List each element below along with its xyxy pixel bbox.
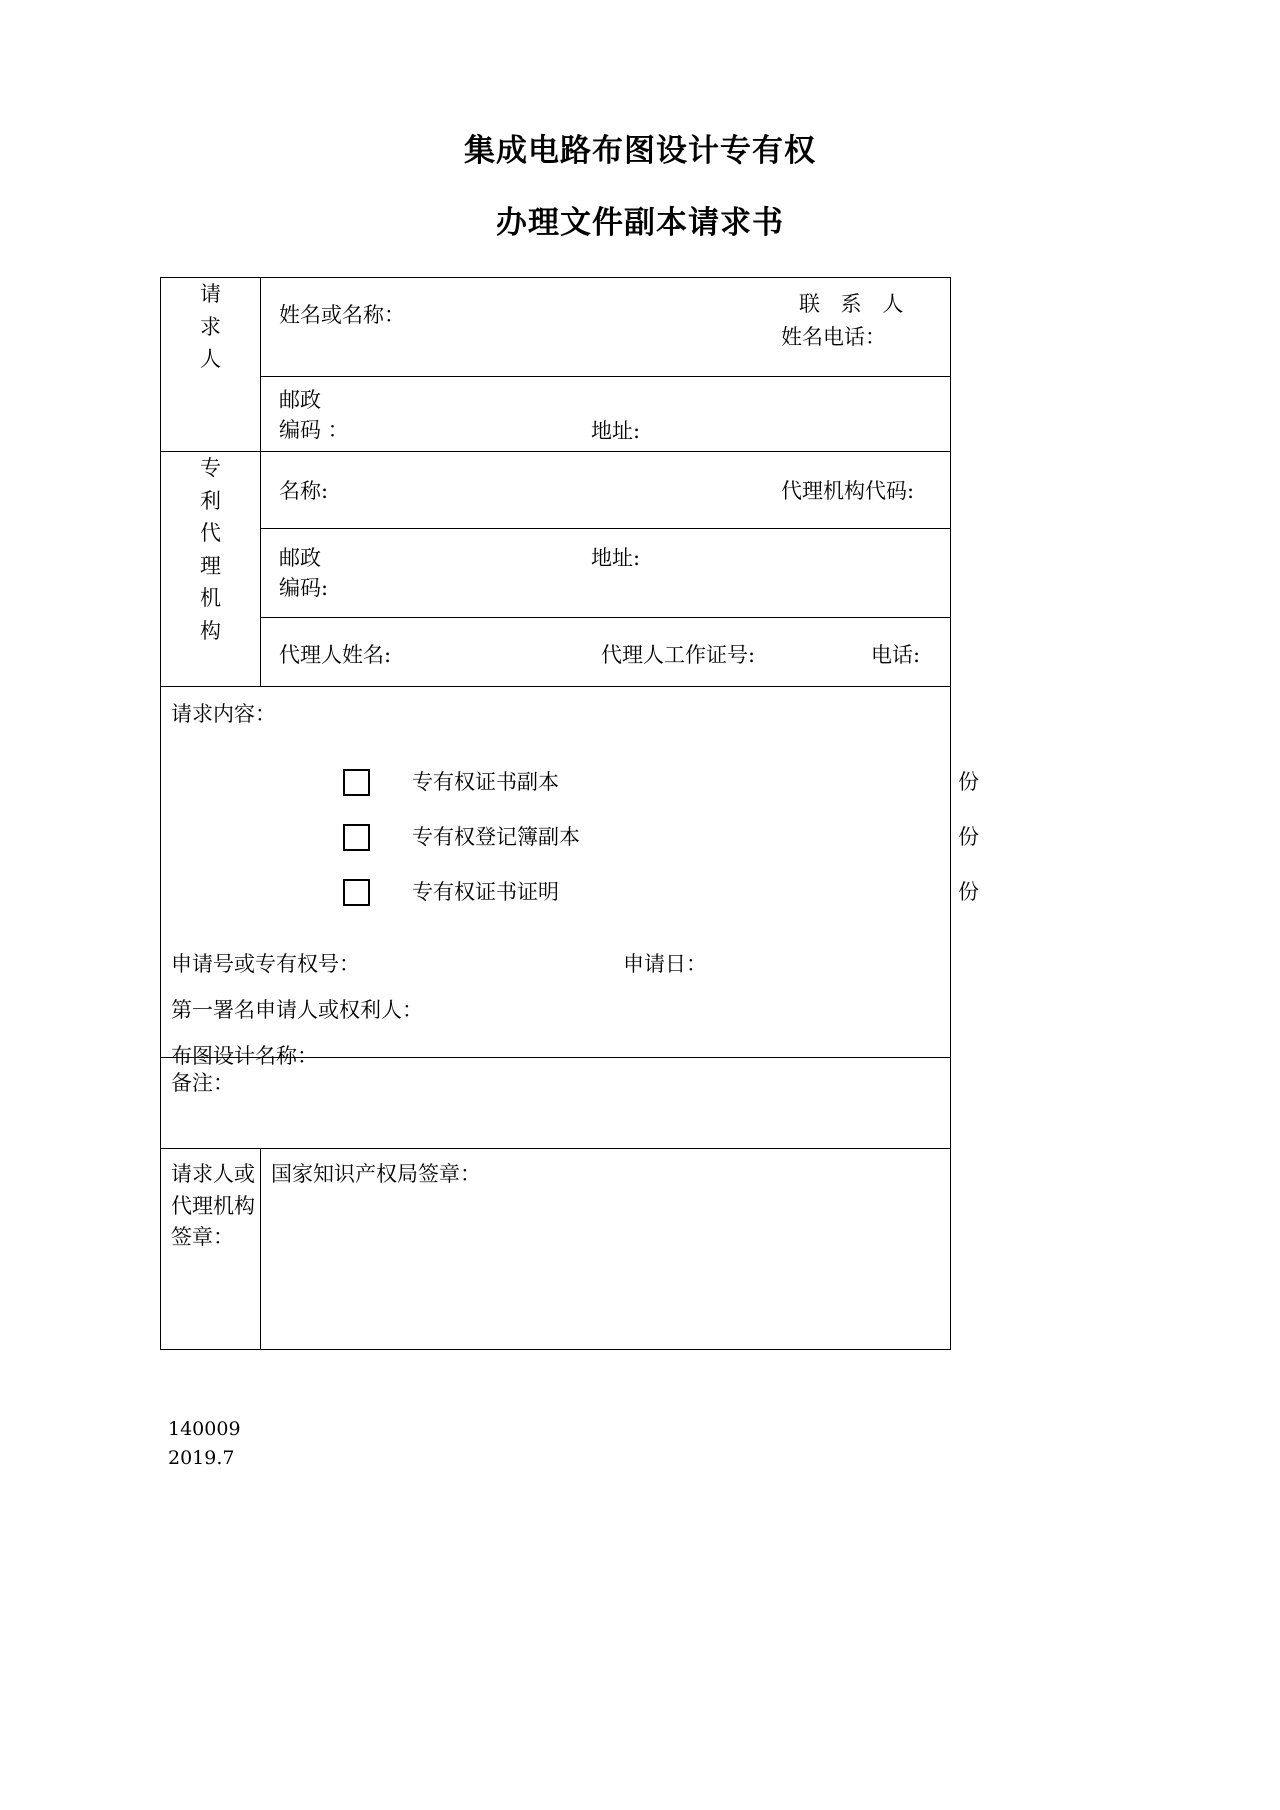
agency-name-label: 名称: <box>279 479 329 503</box>
agency-label-char-1: 专 <box>200 456 221 480</box>
remarks-cell[interactable] <box>161 1058 951 1149</box>
option-row-certificate-proof[interactable] <box>161 865 979 920</box>
agent-phone-label: 电话: <box>871 643 921 667</box>
agency-label-char-5: 机 <box>200 586 221 611</box>
table-row-agency-address <box>161 529 951 618</box>
agency-label-char-6: 构 <box>200 618 221 643</box>
requester-postcode-label-line1: 邮政 <box>279 388 321 412</box>
title-line-2: 办理文件副本请求书 <box>496 204 784 241</box>
application-date-label: 申请日： <box>623 952 707 976</box>
remarks-label: 备注： <box>171 1071 234 1095</box>
option-row-register-copy[interactable] <box>161 810 979 865</box>
page-footer <box>168 1415 241 1474</box>
agent-name-label: 代理人姓名: <box>279 643 392 667</box>
option-row-certificate-copy[interactable] <box>161 755 979 810</box>
table-row-request-content <box>161 687 951 1058</box>
agency-code-label: 代理机构代码: <box>781 479 915 503</box>
form-version-date: 2019.7 <box>168 1447 235 1470</box>
title-line-1: 集成电路布图设计专有权 <box>464 133 816 169</box>
option-unit-certificate-copy: 份 <box>958 769 979 794</box>
checkbox-register-copy[interactable] <box>343 824 370 851</box>
requester-name-cell[interactable] <box>261 278 951 377</box>
form-number: 140009 <box>168 1418 241 1440</box>
checkbox-certificate-proof[interactable] <box>343 879 370 906</box>
table-row-signatures <box>161 1149 951 1350</box>
agency-address-label: 地址: <box>591 546 641 570</box>
layout-design-name-label: 布图设计名称： <box>171 1044 318 1068</box>
agent-info-cell[interactable] <box>261 618 951 687</box>
agent-cert-label: 代理人工作证号: <box>601 643 756 667</box>
agency-address-cell[interactable] <box>261 529 951 618</box>
office-signature-cell[interactable] <box>261 1149 951 1350</box>
requester-signature-cell[interactable] <box>161 1149 261 1350</box>
requester-name-label: 姓名或名称： <box>279 303 405 327</box>
office-signature-label: 国家知识产权局签章： <box>271 1162 481 1186</box>
request-content-options <box>161 755 979 920</box>
requester-label-char-3: 人 <box>200 347 221 372</box>
field-first-applicant-row[interactable] <box>171 995 941 1041</box>
first-applicant-label: 第一署名申请人或权利人： <box>171 998 423 1022</box>
table-row-requester-address <box>161 377 951 452</box>
agency-name-cell[interactable] <box>261 452 951 529</box>
requester-label-char-2: 求 <box>200 314 221 339</box>
requester-address-cell[interactable] <box>261 377 951 452</box>
option-label-certificate-copy: 专有权证书副本 <box>412 769 559 794</box>
agency-vertical-label <box>161 452 261 687</box>
requester-address-label: 地址: <box>591 419 641 443</box>
table-row-agent-info <box>161 618 951 687</box>
option-unit-register-copy: 份 <box>958 824 979 849</box>
table-row-agency-name <box>161 452 951 529</box>
option-label-register-copy: 专有权登记簿副本 <box>412 824 580 849</box>
agency-postcode-label-line1: 邮政 <box>279 546 321 570</box>
requester-vertical-label <box>161 278 261 452</box>
requester-label-char-1: 请 <box>200 282 221 306</box>
table-row-remarks <box>161 1058 951 1149</box>
agency-postcode-label-line2: 编码: <box>279 576 329 601</box>
field-application-number-row[interactable] <box>171 949 941 995</box>
requester-postcode-label-line2: 编码 ： <box>279 418 349 443</box>
application-number-label: 申请号或专有权号： <box>171 952 360 976</box>
checkbox-certificate-copy[interactable] <box>343 769 370 796</box>
agency-label-char-3: 代 <box>200 521 221 546</box>
requester-signature-label: 请求人或代理机构签章： <box>171 1162 255 1249</box>
option-unit-certificate-proof: 份 <box>958 879 979 904</box>
contact-phone-label: 姓名电话： <box>781 324 886 349</box>
option-label-certificate-proof: 专有权证书证明 <box>412 879 559 904</box>
request-content-cell <box>161 687 979 1068</box>
request-content-title: 请求内容： <box>171 702 276 726</box>
contact-person-label: 联 系 人 <box>799 292 911 316</box>
document-title <box>0 132 1280 243</box>
agency-label-char-4: 理 <box>200 553 221 578</box>
request-form-table <box>160 277 979 1350</box>
agency-label-char-2: 利 <box>200 488 221 513</box>
table-row-requester-name <box>161 278 951 377</box>
